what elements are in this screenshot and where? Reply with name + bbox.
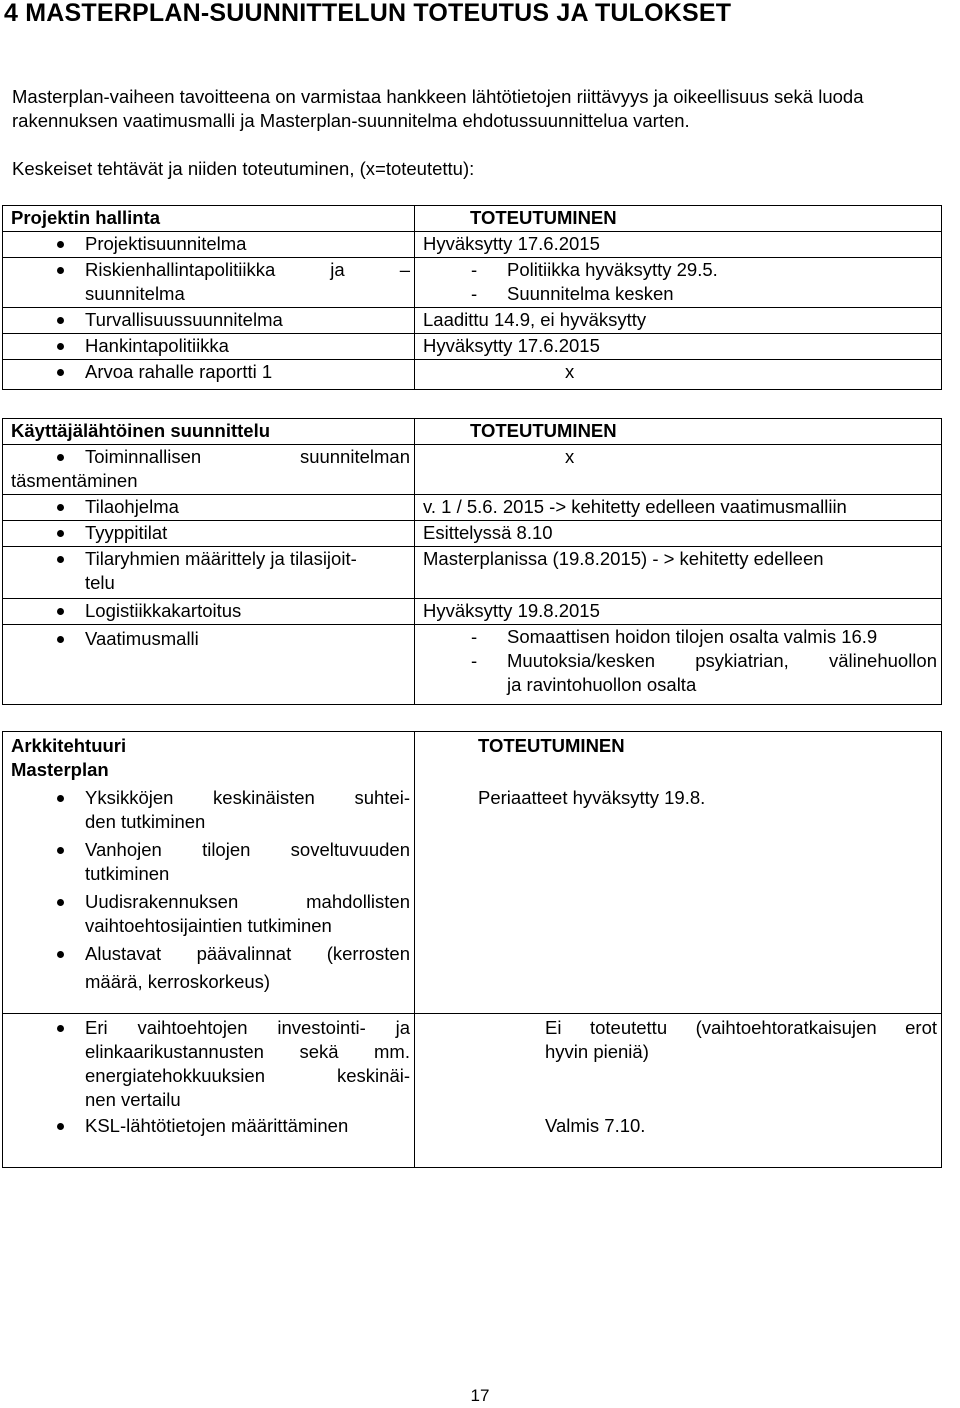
bullet-icon: [57, 795, 64, 802]
bullet-icon: [57, 556, 64, 563]
bullet-icon: [57, 847, 64, 854]
table-header-right: TOTEUTUMINEN: [478, 735, 625, 756]
bullet-icon: [57, 369, 64, 376]
table-header-right: TOTEUTUMINEN: [415, 419, 942, 445]
bullet-icon: [57, 267, 64, 274]
lead-sentence: Keskeiset tehtävät ja niiden toteutuminen, (x=toteutettu):: [12, 158, 475, 179]
status-cell: Hyväksytty 17.6.2015: [415, 232, 942, 258]
table-header-left: Käyttäjälähtöinen suunnittelu: [3, 419, 415, 445]
bullet-icon: [57, 454, 64, 461]
table-header-left: Projektin hallinta: [3, 206, 415, 232]
table-header-right: TOTEUTUMINEN: [415, 206, 942, 232]
status-cell: v. 1 / 5.6. 2015 -> kehitetty edelleen vaatimusmalliin: [415, 495, 942, 521]
bullet-icon: [57, 504, 64, 511]
bullet-icon: [57, 636, 64, 643]
bullet-icon: [57, 317, 64, 324]
status-cell: Laadittu 14.9, ei hyväksytty: [415, 308, 942, 334]
table-row: Arkkitehtuuri Masterplan Yksikköjen keskinäisten suhtei- den tutkiminen Vanhojen tilojen soveltuvuuden tutkiminen Uudisrakennuksen mahdollisten vaihtoehtosijaintien tutkiminen Alustavat päävalinnat (kerrosten määrä, kerroskorkeus) TOTEUTUMINEN Periaatteet hyväksytty 19.8.: [3, 732, 942, 1014]
table-row: Eri vaihtoehtojen investointi- ja elinkaarikustannusten sekä mm. energiatehokkuuksien keskinäi- nen vertailu KSL-lähtötietojen määrittäminen Ei toteutettu (vaihtoehtoratkaisujen erot hyvin pieniä) Valmis 7.10.: [3, 1014, 942, 1168]
bullet-icon: [57, 530, 64, 537]
dash-icon: -: [471, 626, 478, 647]
table-row: Tilaohjelma v. 1 / 5.6. 2015 -> kehitetty edelleen vaatimusmalliin: [3, 495, 942, 521]
status-cell: x: [415, 360, 942, 390]
bullet-icon: [57, 951, 64, 958]
bullet-icon: [57, 241, 64, 248]
table-row: Turvallisuussuunnitelma Laadittu 14.9, ei hyväksytty: [3, 308, 942, 334]
status-cell: Hyväksytty 17.6.2015: [415, 334, 942, 360]
table-row: Arvoa rahalle raportti 1 x: [3, 360, 942, 390]
project-management-table: [2, 205, 942, 390]
status-cell: x: [415, 445, 942, 495]
dash-icon: -: [471, 283, 478, 304]
user-centered-design-table: [2, 418, 942, 705]
table-row: Toiminnallisen suunnitelman täsmentäminen x: [3, 445, 942, 495]
dash-icon: -: [471, 650, 478, 671]
status-cell: Masterplanissa (19.8.2015) - > kehitetty edelleen: [415, 547, 942, 599]
status-cell: Esittelyssä 8.10: [415, 521, 942, 547]
table-header-row: [3, 206, 942, 232]
status-cell: Hyväksytty 19.8.2015: [415, 599, 942, 625]
bullet-icon: [57, 343, 64, 350]
table-row: Riskienhallintapolitiikka ja – suunnitelma - Politiikka hyväksytty 29.5. - Suunnitelma kesken: [3, 258, 942, 308]
section-heading: 4 MASTERPLAN-SUUNNITTELUN TOTEUTUS JA TULOKSET: [4, 0, 732, 27]
bullet-icon: [57, 1025, 64, 1032]
bullet-icon: [57, 608, 64, 615]
status-cell: Periaatteet hyväksytty 19.8.: [478, 787, 706, 808]
table-row: Projektisuunnitelma Hyväksytty 17.6.2015: [3, 232, 942, 258]
table-row: Vaatimusmalli - Somaattisen hoidon tilojen osalta valmis 16.9 - Muutoksia/kesken psykiatrian, välinehuollon ja ravintohuollon osalta: [3, 625, 942, 705]
status-cell: Valmis 7.10.: [545, 1115, 646, 1136]
bullet-icon: [57, 1123, 64, 1130]
bullet-icon: [57, 899, 64, 906]
page-number: 17: [470, 1386, 490, 1405]
table-header-row: [3, 419, 942, 445]
table-row: Logistiikkakartoitus Hyväksytty 19.8.2015: [3, 599, 942, 625]
intro-paragraph: Masterplan-vaiheen tavoitteena on varmistaa hankkeen lähtötietojen riittävyys ja oikeellisuus sekä luoda rakennuksen vaatimusmalli ja Masterplan-suunnitelma ehdotussuunnittelua varten.: [12, 86, 864, 131]
table-header-left: Arkkitehtuuri: [11, 735, 127, 756]
table-row: Tilaryhmien määrittely ja tilasijoit- telu Masterplanissa (19.8.2015) - > kehitetty edelleen: [3, 547, 942, 599]
dash-icon: -: [471, 259, 478, 280]
table-row: Hankintapolitiikka Hyväksytty 17.6.2015: [3, 334, 942, 360]
table-row: Tyyppitilat Esittelyssä 8.10: [3, 521, 942, 547]
architecture-table: [2, 731, 942, 1168]
table-subheader-left: Masterplan: [11, 759, 109, 780]
